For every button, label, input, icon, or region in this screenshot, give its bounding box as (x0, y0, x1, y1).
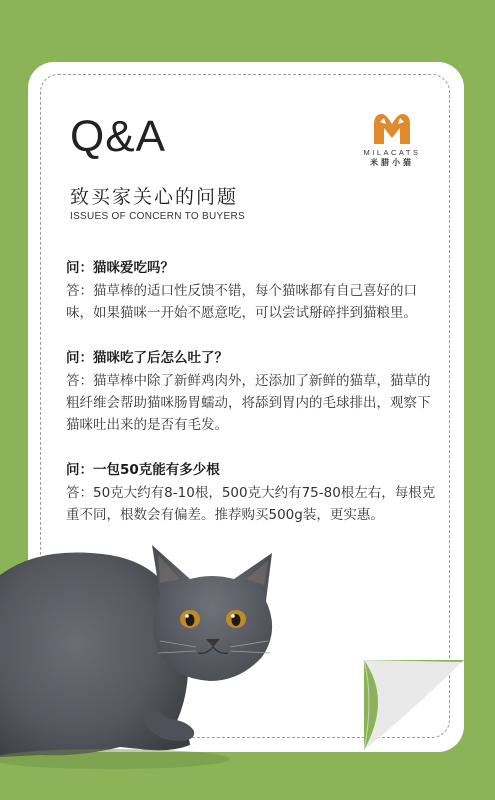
section-heading-en: ISSUES OF CONCERN TO BUYERS (70, 211, 245, 222)
logo-text-cn: 米腊小猫 (370, 158, 414, 167)
question-text: 问：猫咪爱吃吗？ (66, 260, 174, 276)
cat-ears-logo-icon (372, 112, 412, 146)
answer-text: 答：猫草棒中除了新鲜鸡肉外，还添加了新鲜的猫草，猫草的粗纤维会帮助猫咪肠胃蠕动，将舔到胃内的毛球排出，观察下猫咪吐出来的是否有毛发。 (66, 373, 431, 433)
question-text: 问：猫咪吃了后怎么吐了？ (66, 350, 228, 366)
answer-text: 答：猫草棒的适口性反馈不错，每个猫咪都有自己喜好的口味，如果猫咪一开始不愿意吃，可以尝试掰碎拌到猫粮里。 (66, 283, 417, 321)
qa-item (66, 460, 438, 526)
page-curl-icon (362, 660, 464, 752)
cat-photo-icon (0, 535, 300, 775)
question-text: 问：一包50克能有多少根 (66, 462, 220, 478)
page-title: Q&A (70, 112, 166, 161)
qa-list (66, 258, 438, 550)
qa-item (66, 348, 438, 436)
brand-logo (352, 112, 432, 168)
qa-item (66, 258, 438, 324)
section-heading-cn: 致买家关心的问题 (70, 186, 239, 208)
answer-text: 答：50克大约有8-10根，500克大约有75-80根左右，每根克重不同，根数会有偏差。推荐购买500g装，更实惠。 (66, 485, 436, 523)
logo-text-en: MILACATS (363, 148, 421, 157)
